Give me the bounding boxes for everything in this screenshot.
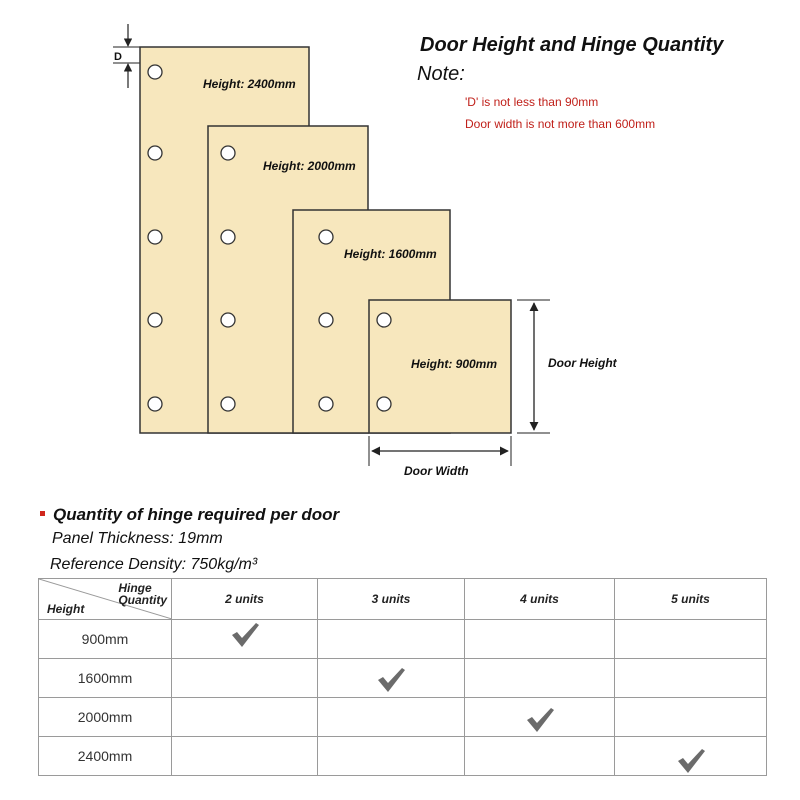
hinge-hole xyxy=(148,65,162,79)
hinge-hole xyxy=(377,397,391,411)
section-heading-text: Quantity of hinge required per door xyxy=(53,505,340,524)
door-height-label: Door Height xyxy=(548,356,617,370)
checkmark-icon xyxy=(675,746,707,776)
hinge-hole xyxy=(148,146,162,160)
door-label-2000: Height: 2000mm xyxy=(263,159,356,173)
hinge-hole xyxy=(221,146,235,160)
note-label: Note: xyxy=(417,63,465,85)
column-header: 2 units xyxy=(172,579,318,620)
table-cell xyxy=(615,620,767,659)
table-cell xyxy=(318,620,465,659)
table-cell xyxy=(615,698,767,737)
note-width-requirement: Door width is not more than 600mm xyxy=(465,117,656,131)
d-dimension-marker xyxy=(113,24,140,88)
hinge-hole xyxy=(148,397,162,411)
column-header: 4 units xyxy=(465,579,615,620)
hinge-quantity-table xyxy=(38,578,767,776)
table-row xyxy=(39,659,767,698)
table-header-row xyxy=(39,579,767,620)
page-title: Door Height and Hinge Quantity xyxy=(420,34,724,56)
table-cell xyxy=(318,698,465,737)
table-cell xyxy=(172,737,318,776)
section-heading xyxy=(40,505,339,525)
hinge-hole xyxy=(319,397,333,411)
row-height-label: 900mm xyxy=(39,620,172,659)
table-cell xyxy=(465,698,615,737)
table-body xyxy=(39,620,767,776)
hinge-hole xyxy=(319,313,333,327)
table-row xyxy=(39,737,767,776)
note-d-requirement: 'D' is not less than 90mm xyxy=(465,95,599,109)
hinge-hole xyxy=(148,230,162,244)
table-cell xyxy=(465,659,615,698)
hinge-hole xyxy=(377,313,391,327)
column-header: 5 units xyxy=(615,579,767,620)
door-label-1600: Height: 1600mm xyxy=(344,247,437,261)
d-label: D xyxy=(114,51,122,63)
door-label-900: Height: 900mm xyxy=(411,357,498,371)
table-corner-cell xyxy=(39,579,172,620)
panel-thickness: Panel Thickness: 19mm xyxy=(52,530,223,547)
table-cell xyxy=(172,698,318,737)
table-cell xyxy=(172,620,318,659)
hinge-hole xyxy=(148,313,162,327)
row-height-label: 2000mm xyxy=(39,698,172,737)
door-panels xyxy=(140,47,511,433)
bullet-icon xyxy=(40,511,45,516)
table-cell xyxy=(615,659,767,698)
table-cell xyxy=(465,620,615,659)
hinge-hole xyxy=(221,230,235,244)
door-label-2400: Height: 2400mm xyxy=(203,77,296,91)
table-cell xyxy=(465,737,615,776)
door-height-dimension xyxy=(517,300,618,433)
corner-quantity-label xyxy=(118,582,167,606)
door-width-label: Door Width xyxy=(404,464,469,478)
hinge-hole xyxy=(319,230,333,244)
hinge-hole xyxy=(221,313,235,327)
row-height-label: 1600mm xyxy=(39,659,172,698)
column-header: 3 units xyxy=(318,579,465,620)
table-cell xyxy=(318,659,465,698)
checkmark-icon xyxy=(375,665,407,695)
table-row xyxy=(39,698,767,737)
reference-density: Reference Density: 750kg/m³ xyxy=(50,556,258,573)
corner-quantity-label-text: Hinge Quantity xyxy=(118,581,167,607)
checkmark-icon xyxy=(229,620,261,650)
table-cell xyxy=(172,659,318,698)
hinge-hole xyxy=(221,397,235,411)
door-width-dimension xyxy=(369,436,511,478)
checkmark-icon xyxy=(524,705,556,735)
table-cell xyxy=(318,737,465,776)
corner-height-label: Height xyxy=(47,602,85,616)
table-cell xyxy=(615,737,767,776)
row-height-label: 2400mm xyxy=(39,737,172,776)
table-row xyxy=(39,620,767,659)
